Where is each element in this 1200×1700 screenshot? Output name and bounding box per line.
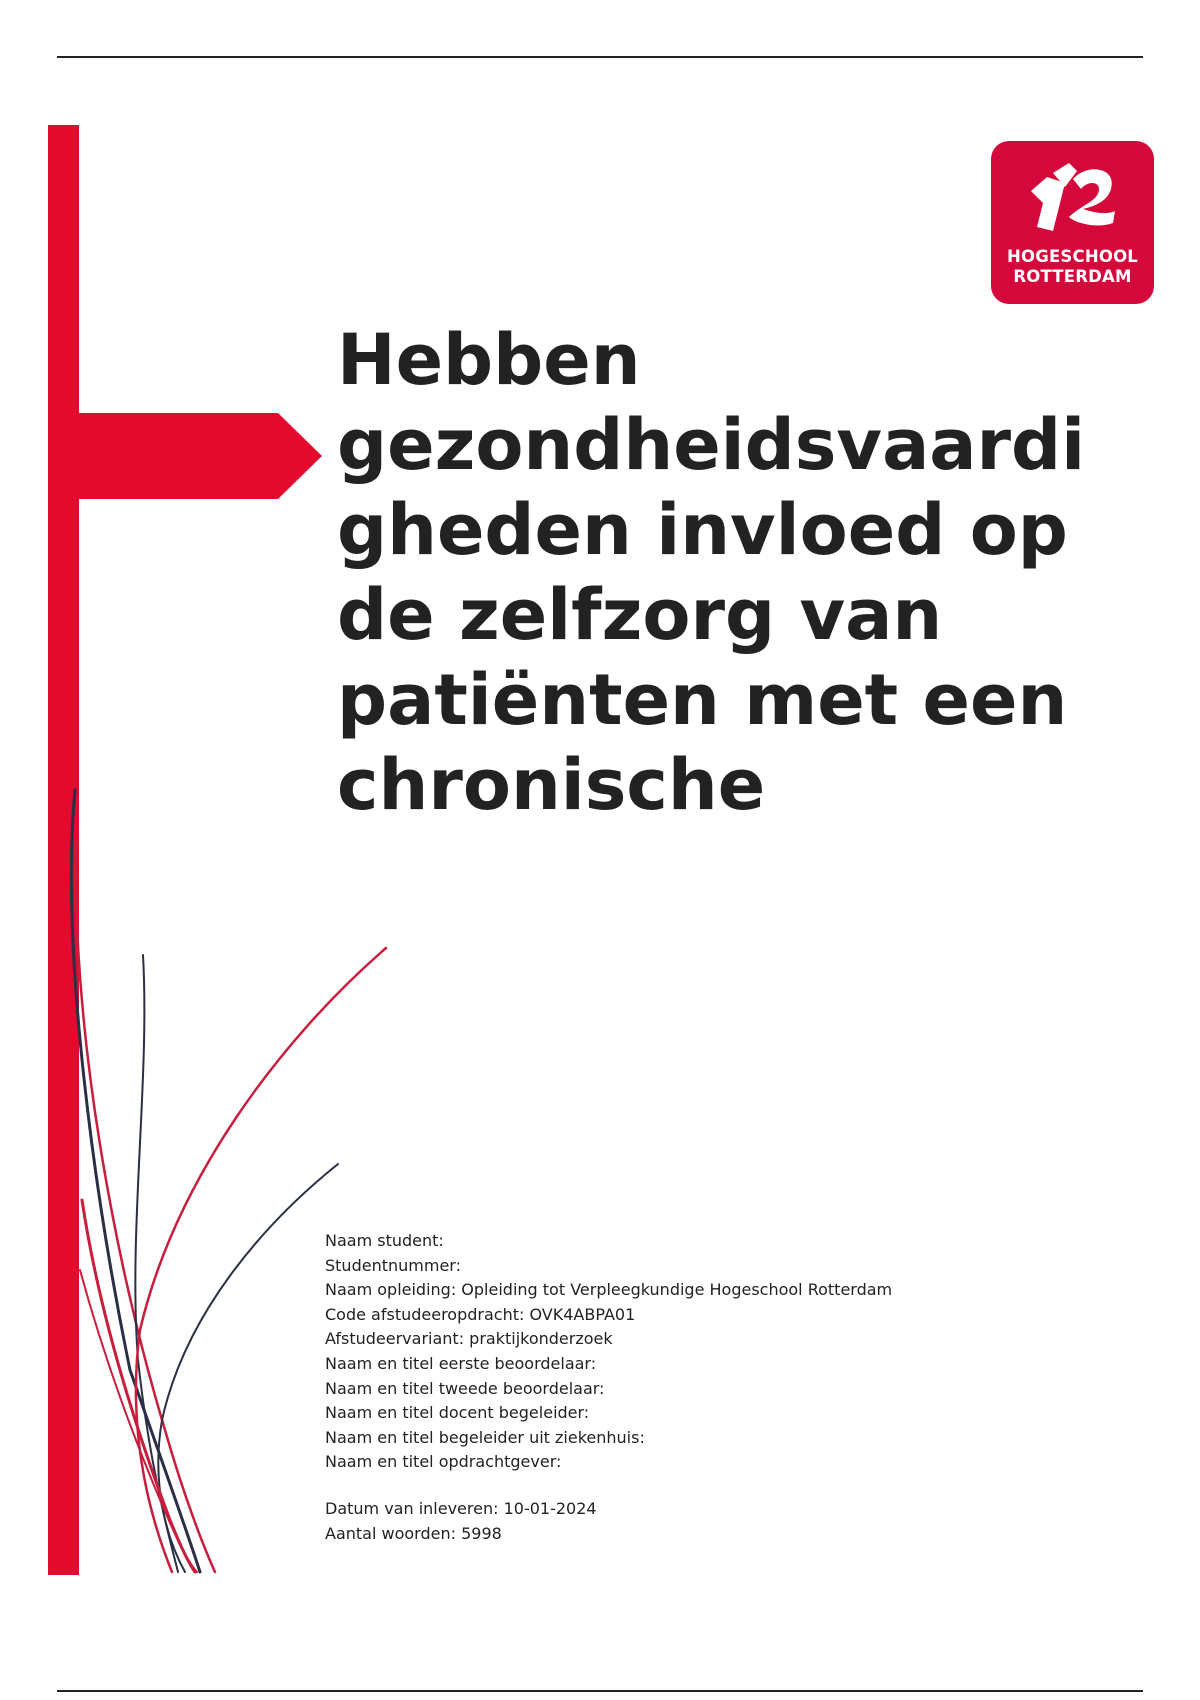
red-arrow-banner bbox=[79, 413, 322, 499]
submission-date-field: Datum van inleveren: 10-01-2024 bbox=[325, 1498, 597, 1518]
supervising-teacher-field: Naam en titel docent begeleider: bbox=[325, 1403, 590, 1423]
title-line: chronische bbox=[337, 744, 766, 826]
student-name-field: Naam student: bbox=[325, 1231, 444, 1250]
assignment-code-field: Code afstudeeropdracht: OVK4ABPA01 bbox=[325, 1304, 636, 1324]
title-line: Hebben bbox=[337, 319, 641, 401]
hogeschool-rotterdam-logo bbox=[991, 141, 1154, 304]
student-number-field: Studentnummer: bbox=[325, 1255, 461, 1275]
document-title bbox=[337, 318, 1137, 828]
student-info-block bbox=[325, 1229, 1025, 1546]
title-line: patiënten met een bbox=[337, 659, 1068, 741]
second-assessor-field: Naam en titel tweede beoordelaar: bbox=[325, 1378, 605, 1398]
logo-name-line1: HOGESCHOOL bbox=[1006, 247, 1139, 266]
variant-field: Afstudeervariant: praktijkonderzoek bbox=[325, 1329, 613, 1349]
client-field: Naam en titel opdrachtgever: bbox=[325, 1452, 562, 1472]
hr-emblem-icon bbox=[1025, 161, 1120, 233]
hospital-supervisor-field: Naam en titel begeleider uit ziekenhuis: bbox=[325, 1427, 645, 1447]
title-line: gheden invloed op bbox=[337, 489, 1068, 571]
red-vertical-bar bbox=[48, 125, 79, 1575]
spacer bbox=[325, 1475, 1025, 1497]
program-field: Naam opleiding: Opleiding tot Verpleegkundige Hogeschool Rotterdam bbox=[325, 1280, 893, 1300]
word-count-field: Aantal woorden: 5998 bbox=[325, 1523, 502, 1543]
title-line: gezondheidsvaardi bbox=[337, 404, 1086, 486]
first-assessor-field: Naam en titel eerste beoordelaar: bbox=[325, 1353, 597, 1373]
title-line: de zelfzorg van bbox=[337, 574, 943, 656]
logo-name-line2: ROTTERDAM bbox=[1013, 267, 1132, 286]
